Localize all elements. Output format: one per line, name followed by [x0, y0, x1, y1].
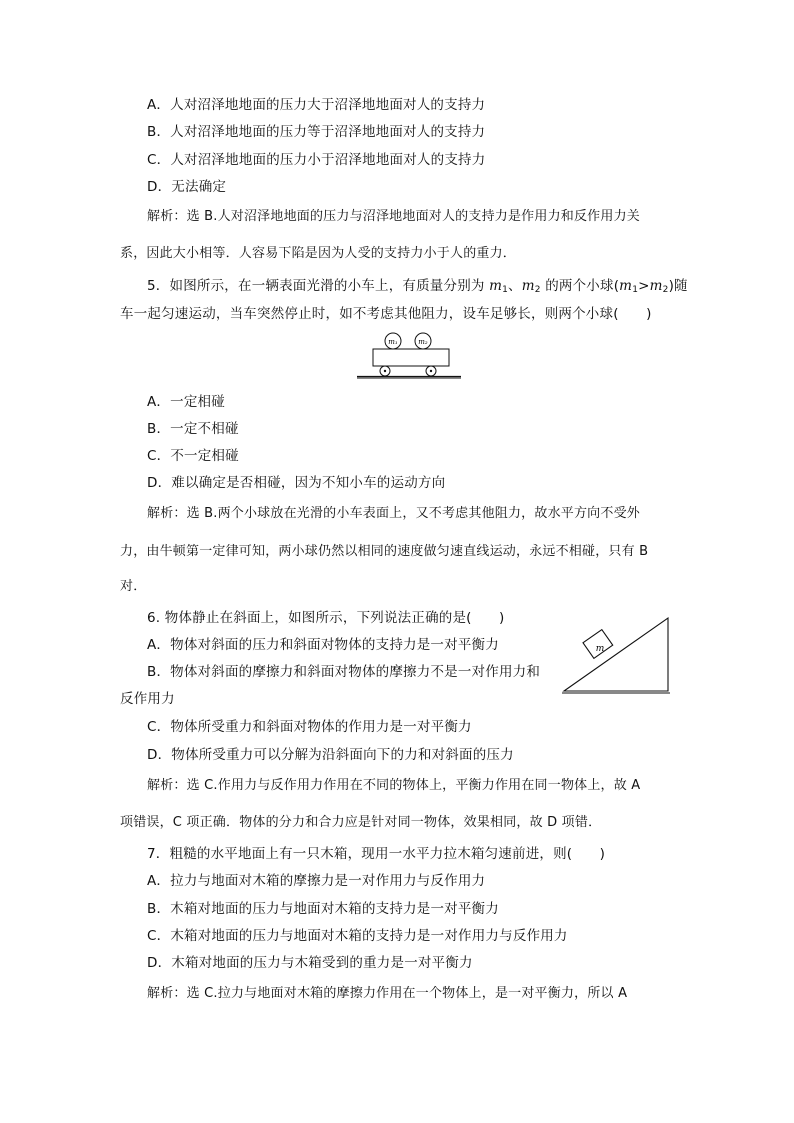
q7-option-a: A．拉力与地面对木箱的摩擦力是一对作用力与反作用力 [147, 873, 486, 889]
q5-explanation-line2: 力，由牛顿第一定律可知，两小球仍然以相同的速度做匀速直线运动，永远不相碰，只有 B [120, 544, 649, 559]
cart-body [373, 349, 449, 366]
q5-stem-text: 的两个小球( [540, 278, 620, 294]
q5-cart-figure [355, 330, 465, 385]
q5-stem-line2: 车一起匀速运动，当车突然停止时，如不考虑其他阻力，设车足够长，则两个小球( ) [120, 306, 652, 322]
q6-option-a: A．物体对斜面的压力和斜面对物体的支持力是一对平衡力 [147, 637, 499, 653]
var-m: m [521, 278, 535, 294]
q7-explanation-line1: 解析：选 C.拉力与地面对木箱的摩擦力作用在一个物体上，是一对平衡力，所以 A [147, 986, 628, 1001]
q6-explanation-line1: 解析：选 C.作用力与反作用力作用在不同的物体上，平衡力作用在同一物体上，故 A [147, 778, 641, 793]
q5-stem-text: )随 [668, 278, 688, 294]
subscript: 2 [662, 285, 669, 295]
q4-explanation-line2: 系，因此大小相等．人容易下陷是因为人受的支持力小于人的重力． [120, 246, 517, 261]
q4-option-d: D．无法确定 [147, 179, 227, 195]
q6-stem: 6. 物体静止在斜面上，如图所示，下列说法正确的是( ) [147, 610, 505, 626]
q6-option-c: C．物体所受重力和斜面对物体的作用力是一对平衡力 [147, 719, 472, 735]
q6-option-b-cont: 反作用力 [120, 691, 175, 707]
q6-option-d: D．物体所受重力可以分解为沿斜面向下的力和对斜面的压力 [147, 747, 514, 763]
subscript: 1 [632, 285, 639, 295]
var-m: m [489, 278, 503, 294]
separator: 、 [508, 278, 522, 294]
ball-m2-label: m₂ [418, 338, 428, 346]
q7-stem: 7．粗糙的水平地面上有一只木箱，现用一水平力拉木箱匀速前进，则( ) [147, 846, 606, 862]
q4-option-b: B．人对沼泽地地面的压力等于沼泽地地面对人的支持力 [147, 124, 486, 140]
q6-explanation-line2: 项错误，C 项正确．物体的分力和合力应是针对同一物体，效果相同，故 D 项错． [120, 815, 602, 830]
block-label: m [595, 644, 605, 654]
q5-stem-line1 [147, 277, 688, 299]
q5-stem-text: 5．如图所示，在一辆表面光滑的小车上，有质量分别为 [147, 278, 490, 294]
q5-explanation-line1: 解析：选 B.两个小球放在光滑的小车表面上，又不考虑其他阻力，故水平方向不受外 [147, 506, 640, 521]
q4-explanation-line1: 解析：选 B.人对沼泽地地面的压力与沼泽地地面对人的支持力是作用力和反作用力关 [147, 209, 640, 224]
q7-option-b: B．木箱对地面的压力与地面对木箱的支持力是一对平衡力 [147, 901, 499, 917]
q7-option-c: C．木箱对地面的压力与地面对木箱的支持力是一对作用力与反作用力 [147, 928, 568, 944]
q5-option-a: A．一定相碰 [147, 394, 225, 410]
q7-option-d: D．木箱对地面的压力与木箱受到的重力是一对平衡力 [147, 955, 473, 971]
q4-option-a: A．人对沼泽地地面的压力大于沼泽地地面对人的支持力 [147, 97, 486, 113]
q6-incline-figure [562, 613, 677, 698]
var-m: m [619, 278, 633, 294]
q5-option-c: C．不一定相碰 [147, 448, 239, 464]
q4-option-c: C．人对沼泽地地面的压力小于沼泽地地面对人的支持力 [147, 152, 486, 168]
q5-explanation-line3: 对． [120, 579, 147, 594]
incline [564, 618, 668, 691]
subscript: 1 [502, 285, 509, 295]
ball-m1-label: m₁ [388, 338, 398, 346]
q5-option-d: D．难以确定是否相碰，因为不知小车的运动方向 [147, 475, 446, 491]
q6-option-b: B．物体对斜面的摩擦力和斜面对物体的摩擦力不是一对作用力和 [147, 664, 541, 680]
subscript: 2 [534, 285, 541, 295]
q5-option-b: B．一定不相碰 [147, 421, 239, 437]
greater-than: > [638, 278, 650, 294]
var-m: m [649, 278, 663, 294]
